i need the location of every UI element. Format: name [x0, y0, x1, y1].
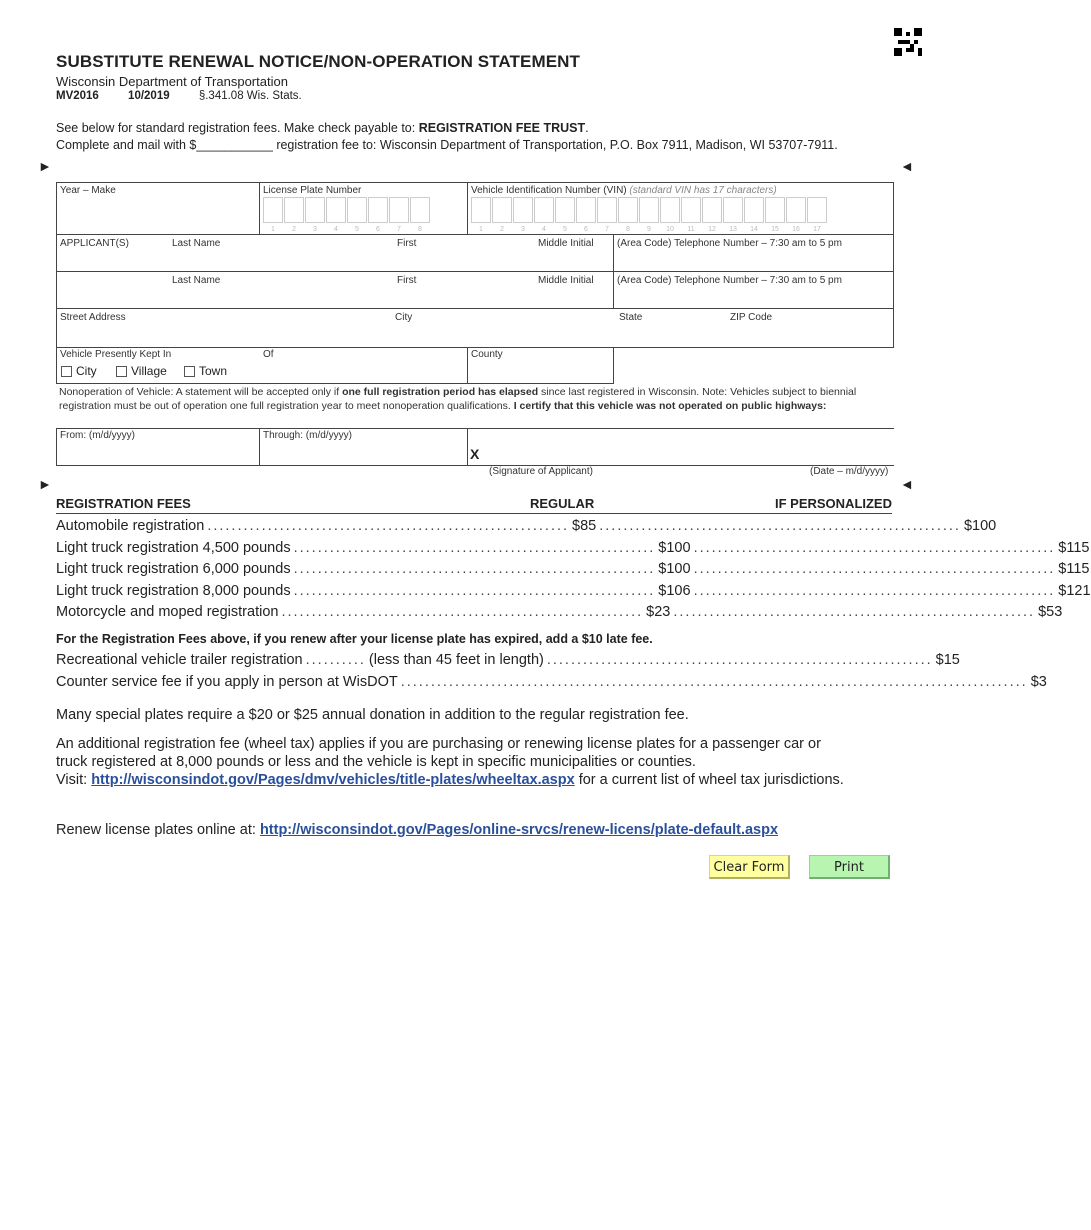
- character-box[interactable]: [597, 197, 617, 233]
- character-position: 1: [271, 226, 275, 233]
- character-position: 4: [334, 226, 338, 233]
- last-name-label: Last Name: [172, 238, 221, 249]
- character-box[interactable]: [765, 197, 785, 233]
- character-box[interactable]: [618, 197, 638, 233]
- address-field[interactable]: [56, 308, 894, 348]
- applicant-2-phone-field[interactable]: [613, 271, 894, 309]
- dot-leader: ............................................................: [281, 604, 644, 620]
- fee-row: [56, 652, 960, 668]
- county-field[interactable]: [467, 347, 614, 384]
- dot-leader: ............................................................: [293, 539, 656, 556]
- character-box[interactable]: [576, 197, 596, 233]
- year-make-label: Year – Make: [60, 185, 116, 196]
- special-plates-info: Many special plates require a $20 or $25 annual donation in addition to the regular registration fee.: [56, 707, 689, 723]
- fee-note: (less than 45 feet in length): [368, 652, 544, 668]
- character-position: 12: [708, 226, 716, 233]
- from-date-field[interactable]: [56, 428, 260, 466]
- character-position: 2: [292, 226, 296, 233]
- signature-field[interactable]: [468, 428, 894, 466]
- fee-row: [56, 518, 997, 534]
- mailing-address: registration fee to: Wisconsin Department of Transportation, P.O. Box 7911, Madison, WI 53707-7911.: [272, 138, 838, 152]
- wheel-tax-info: [56, 735, 846, 789]
- signature-x: X: [470, 446, 480, 462]
- dot-leader: ............................................................: [673, 604, 1036, 620]
- personalized-fee: $53: [1038, 604, 1063, 620]
- character-box[interactable]: [534, 197, 554, 233]
- city-label: City: [395, 312, 413, 323]
- city-option-label: City: [76, 364, 97, 378]
- qr-code-icon: [894, 28, 922, 56]
- town-checkbox[interactable]: [184, 366, 195, 377]
- character-position: 6: [584, 226, 588, 233]
- renew-online-link[interactable]: http://wisconsindot.gov/Pages/online-srvcs/renew-licens/plate-default.aspx: [259, 822, 779, 838]
- instruction-line-1: [56, 121, 589, 135]
- character-position: 7: [397, 226, 401, 233]
- fee-row: [56, 561, 1090, 577]
- character-box[interactable]: [284, 197, 304, 233]
- fee-name: Motorcycle and moped registration: [56, 604, 279, 620]
- fee-name: Light truck registration 4,500 pounds: [56, 539, 291, 556]
- character-box[interactable]: [702, 197, 722, 233]
- vin-hint: (standard VIN has 17 characters): [629, 185, 777, 196]
- nonop-emphasis: one full registration period has elapsed: [342, 386, 539, 398]
- fee-row: [56, 539, 1090, 556]
- personalized-fee: $100: [963, 518, 997, 534]
- village-option-label: Village: [131, 364, 167, 378]
- character-position: 8: [418, 226, 422, 233]
- personalized-fee: $121: [1058, 582, 1091, 599]
- signature-label: (Signature of Applicant): [489, 466, 593, 477]
- first-name-label: First: [397, 238, 417, 249]
- character-box[interactable]: [723, 197, 743, 233]
- from-date-label: From: (m/d/yyyy): [60, 430, 135, 441]
- wheel-tax-link[interactable]: http://wisconsindot.gov/Pages/dmv/vehicles/title-plates/wheeltax.aspx: [91, 772, 575, 788]
- regular-fee: $100: [658, 539, 691, 556]
- late-fee-note: For the Registration Fees above, if you renew after your license plate has expired, add a $10 late fee.: [56, 632, 653, 646]
- personalized-fee: $115: [1058, 561, 1090, 577]
- character-box[interactable]: [410, 197, 430, 233]
- character-position: 3: [313, 226, 317, 233]
- year-make-field[interactable]: [56, 182, 260, 235]
- character-position: 14: [750, 226, 758, 233]
- character-box[interactable]: [305, 197, 325, 233]
- last-name-label: Last Name: [172, 275, 221, 286]
- character-position: 4: [542, 226, 546, 233]
- middle-initial-label: Middle Initial: [538, 238, 594, 249]
- form-id: [56, 90, 302, 102]
- city-checkbox[interactable]: [61, 366, 72, 377]
- character-box[interactable]: [555, 197, 575, 233]
- license-plate-field[interactable]: [259, 182, 468, 235]
- cut-marker-left: ►: [38, 158, 52, 174]
- renew-online-info: [56, 821, 846, 839]
- license-plate-label: License Plate Number: [263, 185, 362, 196]
- through-date-field[interactable]: [259, 428, 468, 466]
- regular-fee: $100: [658, 561, 691, 577]
- print-button[interactable]: Print: [809, 855, 890, 879]
- date-label: (Date – m/d/yyyy): [810, 466, 889, 477]
- street-address-label: Street Address: [60, 312, 126, 323]
- character-box[interactable]: [368, 197, 388, 233]
- zip-code-label: ZIP Code: [730, 312, 773, 323]
- dot-leader: ............................................................: [693, 582, 1056, 599]
- dot-leader: ............................................................: [293, 582, 656, 599]
- character-position: 1: [479, 226, 483, 233]
- cut-marker-right: ◄: [900, 476, 914, 492]
- applicant-2-name-field[interactable]: [56, 271, 614, 309]
- vehicle-kept-in-field[interactable]: [56, 347, 468, 384]
- town-option-label: Town: [199, 364, 228, 378]
- vin-boxes[interactable]: [471, 197, 828, 233]
- character-box[interactable]: [326, 197, 346, 233]
- character-box[interactable]: [681, 197, 701, 233]
- character-position: 15: [771, 226, 779, 233]
- vin-label: [471, 185, 777, 196]
- wheel-tax-suffix: for a current list of wheel tax jurisdictions.: [574, 772, 844, 788]
- visit-label: Visit:: [56, 772, 92, 788]
- nonop-text: since last registered in Wisconsin. Note: Vehicles subject to biennial registration must be out of operation one full registration year to meet nonoperation qualifications.: [59, 386, 857, 412]
- character-box[interactable]: [786, 197, 806, 233]
- cut-marker-left: ►: [38, 476, 52, 492]
- regular-fee: $85: [572, 518, 597, 534]
- fee-amount: $15: [935, 652, 960, 668]
- vin-field[interactable]: [467, 182, 894, 235]
- character-box[interactable]: [389, 197, 409, 233]
- fee-name: Light truck registration 8,000 pounds: [56, 582, 291, 599]
- cut-marker-right: ◄: [900, 158, 914, 174]
- character-position: 17: [813, 226, 821, 233]
- character-box[interactable]: [639, 197, 659, 233]
- applicant-1-name-field[interactable]: [56, 234, 614, 272]
- character-position: 3: [521, 226, 525, 233]
- character-box[interactable]: [744, 197, 764, 233]
- regular-fee: $106: [658, 582, 691, 599]
- instruction-line-2: [56, 138, 838, 152]
- nonop-text: Nonoperation of Vehicle: A statement will be accepted only if: [59, 386, 343, 398]
- county-label: County: [471, 349, 503, 360]
- character-box[interactable]: [807, 197, 827, 233]
- dot-leader: ............................................................: [693, 539, 1056, 556]
- fee-row: [56, 674, 1047, 690]
- nonoperation-statement: [59, 385, 889, 413]
- dot-leader: ................................................................: [546, 652, 933, 668]
- dot-leader: ........................................................................................................: [400, 674, 1028, 690]
- fee-name: Recreational vehicle trailer registration: [56, 652, 303, 668]
- character-box[interactable]: [347, 197, 367, 233]
- character-position: 11: [687, 226, 695, 233]
- character-position: 10: [666, 226, 674, 233]
- vehicle-kept-in-label: Vehicle Presently Kept In: [60, 349, 172, 360]
- registration-form: [56, 182, 894, 477]
- through-date-label: Through: (m/d/yyyy): [263, 430, 352, 441]
- character-box[interactable]: [471, 197, 491, 233]
- character-position: 13: [729, 226, 737, 233]
- instruction-text: .: [585, 121, 589, 135]
- regular-fee: $23: [646, 604, 671, 620]
- vin-label-text: Vehicle Identification Number (VIN): [471, 185, 627, 196]
- renew-label: Renew license plates online at:: [56, 822, 260, 838]
- dot-leader: ............................................................: [599, 518, 961, 534]
- phone-label: (Area Code) Telephone Number – 7:30 am to 5 pm: [617, 238, 842, 249]
- state-label: State: [619, 312, 643, 323]
- character-position: 7: [605, 226, 609, 233]
- clear-form-button[interactable]: Clear Form: [709, 855, 790, 879]
- character-position: 9: [647, 226, 651, 233]
- payee: REGISTRATION FEE TRUST: [418, 121, 586, 135]
- department-name: Wisconsin Department of Transportation: [56, 74, 288, 89]
- fee-row: [56, 582, 1091, 599]
- fee-amount: $3: [1030, 674, 1047, 690]
- fee-amount-blank[interactable]: ___________: [196, 138, 273, 152]
- character-box[interactable]: [513, 197, 533, 233]
- license-plate-boxes[interactable]: [263, 197, 431, 233]
- applicant-1-phone-field[interactable]: [613, 234, 894, 272]
- personalized-fee: $115: [1058, 539, 1090, 556]
- form-date: 10/2019: [128, 90, 170, 102]
- regular-column-heading: REGULAR: [530, 496, 595, 511]
- character-box[interactable]: [263, 197, 283, 233]
- fees-heading-rule: [56, 513, 892, 514]
- fee-name: Automobile registration: [56, 518, 205, 534]
- instruction-text: Complete and mail with $: [56, 138, 197, 152]
- form-number: MV2016: [56, 90, 99, 102]
- dot-leader: ............................................................: [207, 518, 570, 534]
- dot-leader: ............................................................: [293, 561, 656, 577]
- village-checkbox[interactable]: [116, 366, 127, 377]
- character-position: 6: [376, 226, 380, 233]
- applicants-label: APPLICANT(S): [60, 238, 129, 249]
- form-title: SUBSTITUTE RENEWAL NOTICE/NON-OPERATION STATEMENT: [56, 52, 581, 71]
- fee-name: Light truck registration 6,000 pounds: [56, 561, 291, 577]
- certification-text: I certify that this vehicle was not operated on public highways:: [513, 400, 827, 412]
- dot-leader: ............................................................: [693, 561, 1056, 577]
- character-position: 16: [792, 226, 800, 233]
- character-position: 5: [355, 226, 359, 233]
- character-position: 5: [563, 226, 567, 233]
- fee-name: Counter service fee if you apply in person at WisDOT: [56, 674, 398, 690]
- first-name-label: First: [397, 275, 417, 286]
- instruction-text: See below for standard registration fees. Make check payable to:: [56, 121, 419, 135]
- fee-row: [56, 604, 1063, 620]
- middle-initial-label: Middle Initial: [538, 275, 594, 286]
- of-label: Of: [263, 349, 274, 360]
- fees-heading: REGISTRATION FEES: [56, 496, 191, 511]
- character-box[interactable]: [492, 197, 512, 233]
- phone-label: (Area Code) Telephone Number – 7:30 am to 5 pm: [617, 275, 842, 286]
- character-position: 8: [626, 226, 630, 233]
- character-box[interactable]: [660, 197, 680, 233]
- dot-leader: ..........: [305, 652, 366, 668]
- personalized-column-heading: IF PERSONALIZED: [774, 496, 892, 511]
- character-position: 2: [500, 226, 504, 233]
- statute: §.341.08 Wis. Stats.: [198, 90, 302, 102]
- wheel-tax-text: An additional registration fee (wheel tax) applies if you are purchasing or renewing license plates for a passenger car or truck registered at 8,000 pounds or less and the vehicle is kept in specific municipalities or counties.: [56, 736, 821, 770]
